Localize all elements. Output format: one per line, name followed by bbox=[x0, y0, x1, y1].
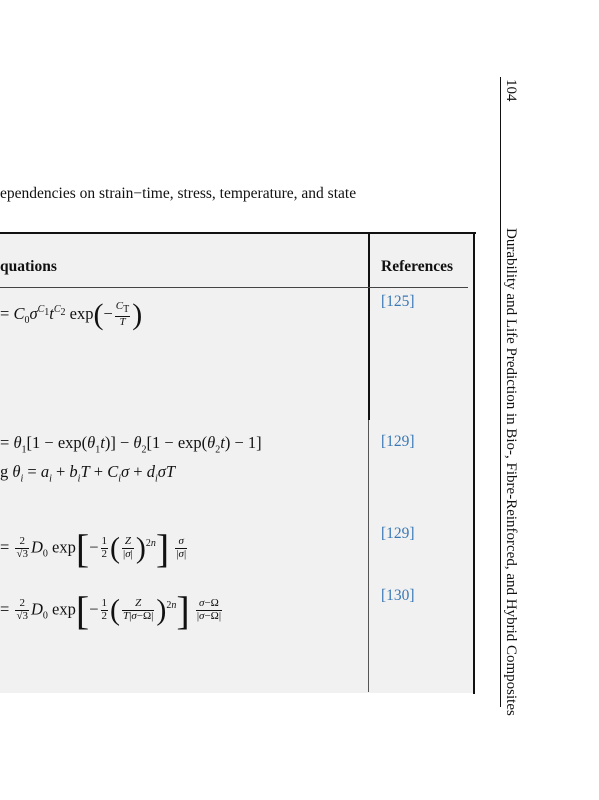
table-right-rule bbox=[473, 232, 475, 694]
equation-row-1: = $C_0\sigma^{C_1}t^{C_2}$ exp(− $\frac{C_T}{T}$ ) bbox=[0, 298, 143, 331]
references-header: References bbox=[381, 258, 454, 275]
table-caption: ependencies on strain−time, stress, temperature, and state bbox=[0, 185, 357, 202]
table-top-rule bbox=[0, 232, 476, 234]
equation-row-4: = $\frac{2}{√3}$ $D_0$ exp[− $\frac{1}{2}$ ( $\frac{Z}{T|\sigma-\Omega|}$ )$^{2n}$] $\frac{\sigma-\Omega}{|\sigma-\Omega|}$ bbox=[0, 588, 222, 633]
reference-link-129-b[interactable]: [129] bbox=[381, 525, 415, 542]
reference-link-125[interactable]: [125] bbox=[381, 293, 415, 310]
running-head: Durability and Life Prediction in Bio-, Fibre-Reinforced, and Hybrid Composites bbox=[503, 228, 519, 716]
column-divider bbox=[368, 232, 370, 420]
header-rule bbox=[0, 287, 468, 288]
page-number: 104 bbox=[503, 79, 519, 102]
equation-row-3: = $\frac{2}{√3}$ $D_0$ exp[− $\frac{1}{2}$ ( $\frac{Z}{|\sigma|}$ )$^{2n}$] $\frac{\sigma}{|\sigma|}$ bbox=[0, 526, 187, 571]
reference-link-129[interactable]: [129] bbox=[381, 433, 415, 450]
running-head-rule bbox=[500, 77, 501, 707]
equation-row-2b: g $\theta_i = a_i + b_iT + C_i\sigma + d_i\sigma T$ bbox=[0, 462, 176, 485]
equations-header: quations bbox=[0, 258, 57, 275]
equation-prefix: g bbox=[0, 462, 9, 481]
reference-link-130[interactable]: [130] bbox=[381, 587, 415, 604]
column-divider-lower bbox=[368, 420, 369, 692]
equation-row-2: = $\theta_1[1 - \exp(\theta_1t)] - \theta_2[1 - \exp(\theta_2t) - 1]$ bbox=[0, 433, 262, 456]
